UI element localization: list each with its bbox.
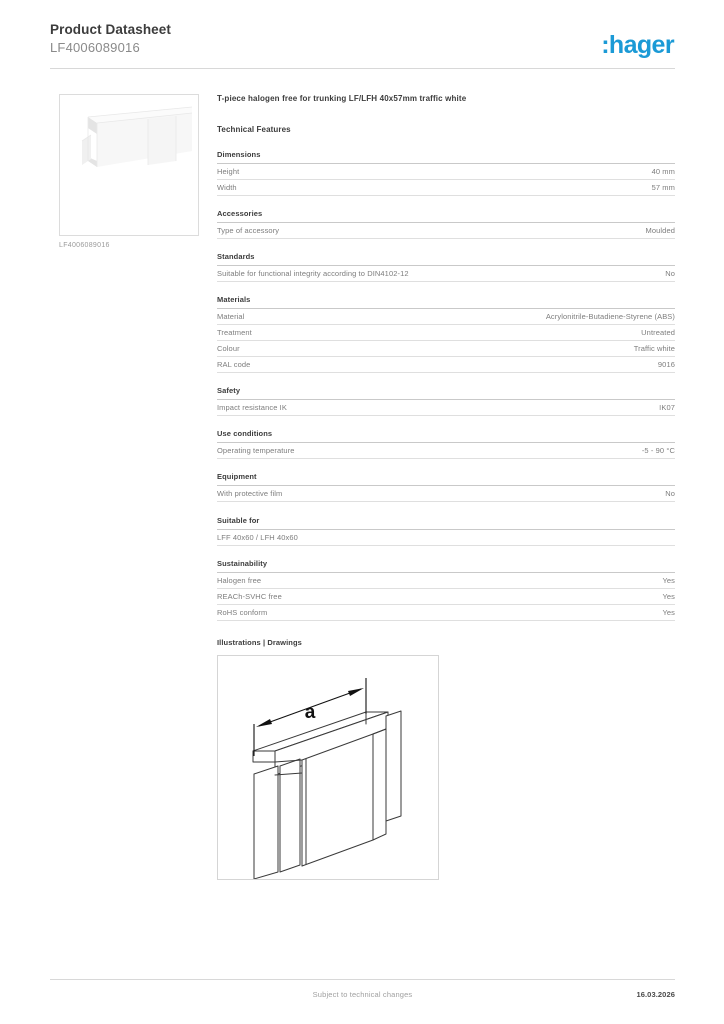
drawings-section xyxy=(217,638,675,880)
spec-group-heading: Materials xyxy=(217,295,675,309)
product-figure xyxy=(59,94,199,249)
spec-group-heading: Equipment xyxy=(217,472,675,486)
spec-label: RoHS conform xyxy=(217,608,268,617)
footer-note: Subject to technical changes xyxy=(312,990,413,999)
spec-row xyxy=(217,530,675,546)
technical-drawing xyxy=(217,655,439,880)
spec-label: LFF 40x60 / LFH 40x60 xyxy=(217,533,298,542)
spec-table xyxy=(217,150,675,621)
spec-group-heading: Dimensions xyxy=(217,150,675,164)
spec-label: Material xyxy=(217,312,245,321)
spec-value: 9016 xyxy=(657,360,675,369)
spec-group-heading: Sustainability xyxy=(217,559,675,573)
spec-label: Height xyxy=(217,167,240,176)
spec-value: Traffic white xyxy=(633,344,675,353)
page-footer xyxy=(50,979,675,1002)
spec-row xyxy=(217,266,675,282)
spec-label: Width xyxy=(217,183,237,192)
footer-date: 16.03.2026 xyxy=(636,990,675,999)
spec-label: Impact resistance IK xyxy=(217,403,287,412)
spec-group-equipment xyxy=(217,472,675,502)
product-image xyxy=(59,94,199,236)
spec-value: -5 - 90 °C xyxy=(641,446,675,455)
spec-row xyxy=(217,589,675,605)
technical-features-title: Technical Features xyxy=(217,125,291,134)
drawings-heading: Illustrations | Drawings xyxy=(217,638,302,647)
spec-value: Untreated xyxy=(641,328,675,337)
spec-row xyxy=(217,223,675,239)
spec-group-heading: Use conditions xyxy=(217,429,675,443)
spec-row xyxy=(217,309,675,325)
spec-value: No xyxy=(665,489,675,498)
header-divider xyxy=(50,68,675,69)
spec-row xyxy=(217,341,675,357)
spec-row xyxy=(217,605,675,621)
spec-label: Colour xyxy=(217,344,240,353)
spec-label: Halogen free xyxy=(217,576,262,585)
page-title: Product Datasheet xyxy=(50,22,171,37)
spec-row xyxy=(217,180,675,196)
page-header xyxy=(50,22,674,68)
spec-group-heading: Suitable for xyxy=(217,516,675,530)
product-name: T-piece halogen free for trunking LF/LFH 40x57mm traffic white xyxy=(217,94,467,103)
spec-row xyxy=(217,400,675,416)
footer-divider xyxy=(50,979,675,980)
spec-value: 57 mm xyxy=(651,183,675,192)
spec-group-sustainability xyxy=(217,559,675,621)
spec-group-dimensions xyxy=(217,150,675,196)
spec-value: Yes xyxy=(662,592,675,601)
spec-label: Treatment xyxy=(217,328,252,337)
spec-group-heading: Standards xyxy=(217,252,675,266)
spec-group-safety xyxy=(217,386,675,416)
main-content xyxy=(217,94,675,880)
spec-label: REACh-SVHC free xyxy=(217,592,282,601)
technical-drawing-graphic xyxy=(218,656,438,879)
spec-label: Type of accessory xyxy=(217,226,280,235)
product-reference: LF4006089016 xyxy=(50,40,140,55)
spec-group-materials xyxy=(217,295,675,373)
spec-group-heading: Accessories xyxy=(217,209,675,223)
spec-row xyxy=(217,573,675,589)
spec-value: Moulded xyxy=(645,226,675,235)
spec-row xyxy=(217,443,675,459)
spec-row xyxy=(217,486,675,502)
spec-value: 40 mm xyxy=(651,167,675,176)
spec-value: IK07 xyxy=(659,403,675,412)
spec-row xyxy=(217,357,675,373)
spec-group-suitable-for xyxy=(217,516,675,546)
spec-group-standards xyxy=(217,252,675,282)
spec-value: Yes xyxy=(662,576,675,585)
spec-label: RAL code xyxy=(217,360,251,369)
spec-group-accessories xyxy=(217,209,675,239)
spec-group-use-conditions xyxy=(217,429,675,459)
hager-logo: :hager xyxy=(601,31,674,59)
spec-label: Suitable for functional integrity according to DIN4102-12 xyxy=(217,269,409,278)
spec-value: No xyxy=(665,269,675,278)
spec-value: Acrylonitrile-Butadiene-Styrene (ABS) xyxy=(545,312,675,321)
product-photo-graphic xyxy=(60,95,198,235)
dimension-label-a: a xyxy=(304,702,316,723)
spec-row xyxy=(217,164,675,180)
spec-value: Yes xyxy=(662,608,675,617)
spec-row xyxy=(217,325,675,341)
spec-label: Operating temperature xyxy=(217,446,295,455)
product-image-caption: LF4006089016 xyxy=(59,242,110,249)
spec-group-heading: Safety xyxy=(217,386,675,400)
spec-label: With protective film xyxy=(217,489,283,498)
